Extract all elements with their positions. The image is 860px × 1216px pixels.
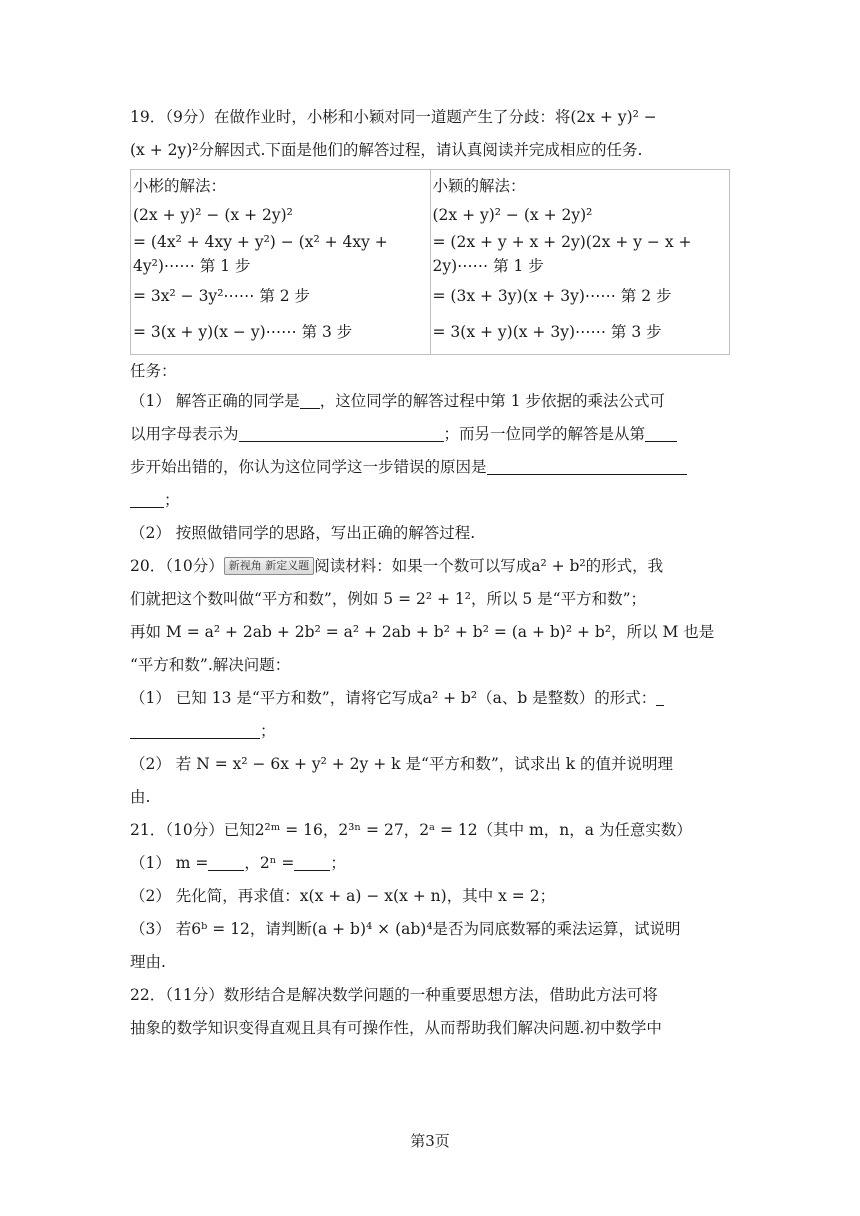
- answer-blank: [487, 454, 687, 475]
- solution-step: (2x + y)² − (x + 2y)²: [432, 206, 593, 224]
- q20-line-4: “平方和数”.解决问题：: [130, 656, 291, 674]
- new-perspective-badge: 新视角 新定义题: [224, 557, 315, 575]
- solution-xiaobin: [131, 170, 431, 355]
- solution-step: = 3(x + y)(x + 3y)⋯⋯ 第 3 步: [432, 323, 662, 341]
- answer-blank: [300, 388, 320, 409]
- solution-xiaoying: [430, 170, 730, 355]
- q19-line-1: 19．（9分）在做作业时，小彬和小颖对同一道题产生了分歧：将(2x + y)² −: [130, 108, 657, 126]
- question-21: [130, 814, 730, 979]
- q20-line-2: 们就把这个数叫做“平方和数”，例如 5 = 2² + 1²，所以 5 是“平方和数”；: [130, 590, 647, 608]
- answer-blank: [130, 718, 260, 739]
- solution-step: = (2x + y + x + 2y)(2x + y − x +: [432, 233, 692, 251]
- answer-blank: [294, 850, 330, 871]
- q19-part-1-line-2: 以用字母表示为 ；而另一位同学的解答是从第: [130, 418, 730, 451]
- q20-part-1-line-2: ；: [130, 715, 730, 748]
- solution-step: (2x + y)² − (x + 2y)²: [133, 206, 293, 224]
- q19-line-2: (x + 2y)²分解因式.下面是他们的解答过程，请认真阅读并完成相应的任务.: [130, 141, 643, 159]
- q20-part-1-line-1: （1） 已知 13 是“平方和数”，请将它写成a² + b²（a、b 是整数）的形式：: [130, 682, 730, 715]
- answer-blank: [239, 421, 444, 442]
- solution-step: = 3x² − 3y²⋯⋯ 第 2 步: [133, 287, 311, 305]
- question-19: [130, 101, 730, 550]
- answer-blank: [645, 421, 677, 442]
- solution-step: = (4x² + 4xy + y²) − (x² + 4xy +: [133, 233, 388, 251]
- q20-part-2-line-2: 由.: [130, 788, 151, 806]
- q22-line-2: 抽象的数学知识变得直观且具有可操作性，从而帮助我们解决问题.初中数学中: [130, 1019, 662, 1037]
- q20-part-2-line-1: （2） 若 N = x² − 6x + y² + 2y + k 是“平方和数”，试求出 k 的值并说明理: [130, 755, 674, 773]
- question-20: [130, 550, 730, 814]
- q21-part-1: （1） m = ，2ⁿ = ；: [130, 847, 730, 880]
- solution-step: 2y)⋯⋯ 第 1 步: [432, 257, 544, 275]
- q21-part-2: （2） 先化简，再求值：x(x + a) − x(x + n)，其中 x = 2；: [130, 887, 556, 905]
- solution-step: = (3x + 3y)(x + 3y)⋯⋯ 第 2 步: [432, 287, 672, 305]
- q19-part-1-line-1: （1） 解答正确的同学是 ，这位同学的解答过程中第 1 步依据的乘法公式可: [130, 385, 730, 418]
- answer-blank: [130, 487, 164, 508]
- question-22: [130, 979, 730, 1045]
- q21-part-3-line-1: （3） 若6ᵇ = 12，请判断(a + b)⁴ × (ab)⁴是否为同底数幂的乘法运算，试说明: [130, 920, 681, 938]
- solutions-table: [130, 169, 730, 355]
- q22-line-1: 22．（11分）数形结合是解决数学问题的一种重要思想方法，借助此方法可将: [130, 986, 658, 1004]
- solution-step: 4y²)⋯⋯ 第 1 步: [133, 257, 251, 275]
- q21-line-1: 21．（10分）已知2²ᵐ = 16，2³ⁿ = 27，2ᵃ = 12（其中 m，n，a 为任意实数）: [130, 821, 692, 839]
- page-number: 第3页: [410, 1132, 450, 1150]
- answer-blank: [656, 685, 664, 706]
- answer-blank: [208, 850, 244, 871]
- q21-part-3-line-2: 理由.: [130, 953, 166, 971]
- q20-line-3: 再如 M = a² + 2ab + 2b² = a² + 2ab + b² + b² = (a + b)² + b²，所以 M 也是: [130, 623, 715, 641]
- page-content: [130, 101, 730, 1045]
- q19-part-2: （2） 按照做错同学的思路，写出正确的解答过程.: [130, 524, 476, 542]
- q19-part-1-line-3: 步开始出错的，你认为这位同学这一步错误的原因是: [130, 451, 730, 484]
- solution-title: 小颖的解法：: [432, 177, 526, 195]
- solution-step: = 3(x + y)(x − y)⋯⋯ 第 3 步: [133, 323, 353, 341]
- q20-line-1: 20．（10分） 新视角 新定义题 阅读材料：如果一个数可以写成a² + b²的形式，我: [130, 557, 664, 575]
- q19-part-1-line-4: ；: [130, 484, 730, 517]
- task-label: 任务：: [130, 362, 177, 380]
- solution-title: 小彬的解法：: [133, 177, 227, 195]
